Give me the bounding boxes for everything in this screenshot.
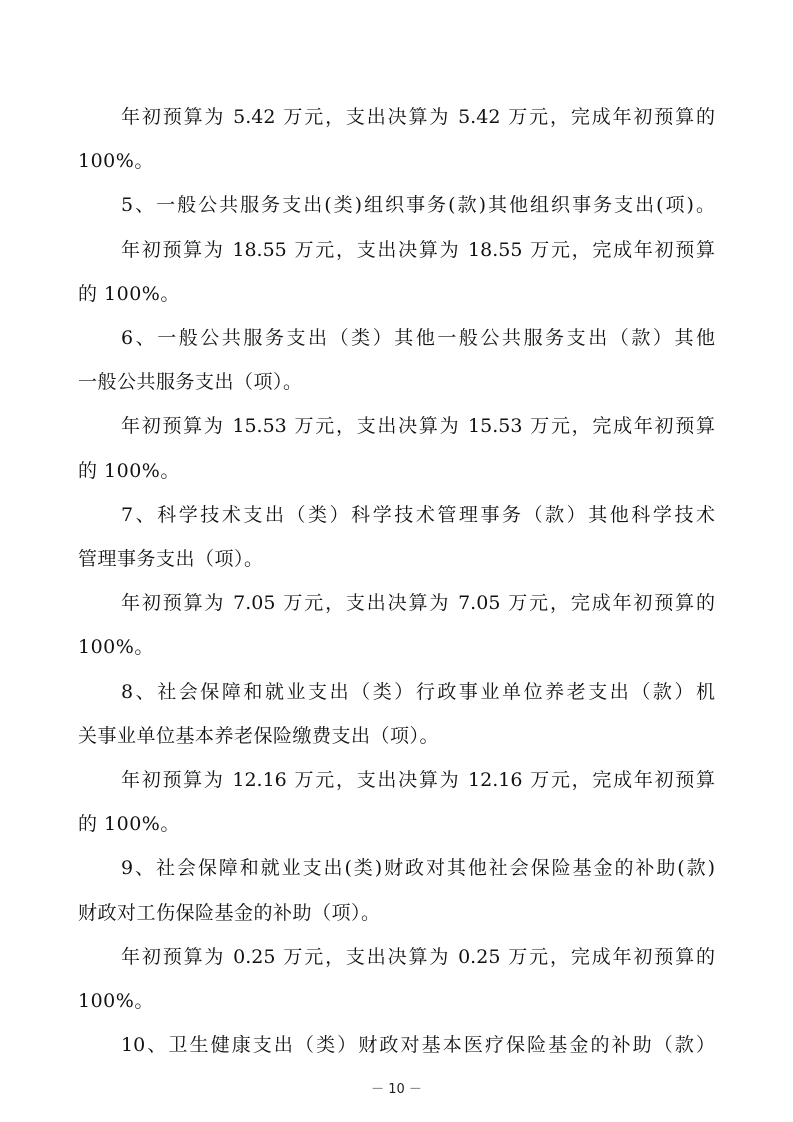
item-10-title: 10、卫生健康支出（类）财政对基本医疗保险基金的补助（款） [121, 1034, 715, 1056]
item-8-completion: 的 100%。 [78, 813, 180, 835]
item-6-budget-line: 年初预算为 15.53 万元，支出决算为 15.53 万元，完成年初预算 [121, 415, 715, 437]
item-7-title: 7、科学技术支出（类）科学技术管理事务（款）其他科学技术 [121, 504, 715, 526]
paragraph-line-1: 年初预算为 5.42 万元，支出决算为 5.42 万元，完成年初预算的 [121, 106, 715, 128]
item-9-title-cont: 财政对工伤保险基金的补助（项）。 [78, 902, 381, 924]
item-8-budget-line: 年初预算为 12.16 万元，支出决算为 12.16 万元，完成年初预算 [121, 769, 715, 791]
item-9-title: 9、社会保障和就业支出(类)财政对其他社会保险基金的补助(款) [121, 857, 715, 879]
paragraph-line-2: 100%。 [78, 150, 154, 172]
item-9-budget-line: 年初预算为 0.25 万元，支出决算为 0.25 万元，完成年初预算的 [121, 946, 715, 968]
page-number: － 10 － [371, 1082, 422, 1097]
item-7-title-cont: 管理事务支出（项）。 [78, 548, 264, 570]
item-5-completion: 的 100%。 [78, 283, 180, 305]
item-7-budget-line: 年初预算为 7.05 万元，支出决算为 7.05 万元，完成年初预算的 [121, 592, 715, 614]
item-9-completion: 100%。 [78, 990, 154, 1012]
item-5-title: 5、一般公共服务支出(类)组织事务(款)其他组织事务支出(项)。 [121, 194, 715, 216]
item-8-title-cont: 关事业单位基本养老保险缴费支出（项）。 [78, 725, 440, 747]
item-5-budget-line: 年初预算为 18.55 万元，支出决算为 18.55 万元，完成年初预算 [121, 239, 715, 261]
item-7-completion: 100%。 [78, 636, 154, 658]
item-6-title-cont: 一般公共服务支出（项）。 [78, 371, 303, 393]
item-6-title: 6、一般公共服务支出（类）其他一般公共服务支出（款）其他 [121, 327, 715, 349]
item-6-completion: 的 100%。 [78, 460, 180, 482]
item-8-title: 8、社会保障和就业支出（类）行政事业单位养老支出（款）机 [121, 681, 715, 703]
